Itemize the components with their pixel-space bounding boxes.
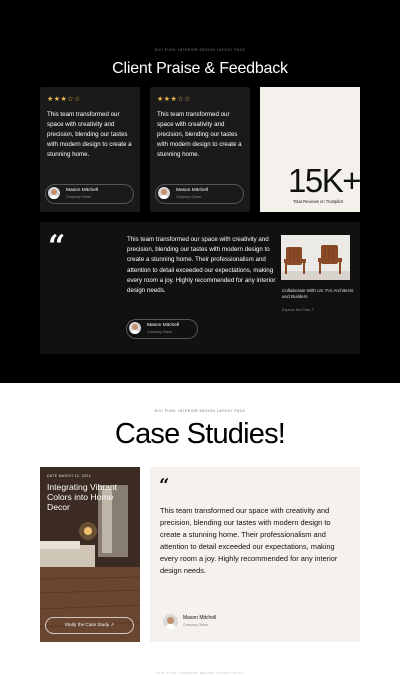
testimonials-eyebrow: DIVI PIXEL INTERIOR DESIGN LAYOUT PACK (154, 48, 246, 52)
author-pill (155, 184, 244, 204)
author-pill (45, 184, 134, 204)
quote-icon: “ (159, 475, 170, 496)
author-role: Company Owner (66, 195, 92, 199)
avatar (163, 614, 178, 629)
stat-card (260, 87, 360, 212)
featured-testimonial (40, 222, 360, 354)
avatar (158, 187, 170, 199)
testimonial-text: This team transformed our space with creativity and precision, blending our tastes with modern design to create a stunning home. (47, 111, 132, 158)
avatar (48, 187, 60, 199)
footer-eyebrow: DIVI PIXEL INTERIOR DESIGN LAYOUT PACK (156, 671, 244, 675)
stat-value: 15K+ (288, 162, 360, 199)
stat-label: Total Reviews on Trustpilot (293, 199, 343, 204)
case-studies-eyebrow: DIVI PIXEL INTERIOR DESIGN LAYOUT PACK (154, 409, 246, 413)
author-pill (126, 319, 198, 339)
author-role: Company Owner (176, 195, 202, 199)
avatar (129, 322, 141, 334)
author-role: Company Owner (183, 623, 209, 627)
author-name: Mason Mitchell (183, 615, 217, 621)
testimonial-text: This team transformed our space with creativity and precision, blending our tastes with modern design to create a stunning home. (157, 111, 242, 158)
author-name: Mason Mitchell (176, 188, 208, 193)
author-role: Company Owner (147, 330, 173, 334)
collab-text: Collaborate With Us: For Architects and Builders (282, 288, 354, 300)
section-title: Client Praise & Feedback (112, 60, 288, 77)
case-date: DATE MARCH 12, 2024 (47, 474, 91, 478)
author-name: Mason Mitchell (147, 323, 179, 328)
testimonial-card (150, 87, 250, 212)
case-study-image-card[interactable] (40, 467, 140, 642)
case-title: Integrating Vibrant Colors into Home Decor (47, 482, 118, 512)
study-case-button[interactable]: Study the Case Study ↗ (45, 617, 134, 634)
author-name: Mason Mitchell (66, 188, 98, 193)
explore-link[interactable]: Explore the Past ↗ (282, 308, 315, 312)
testimonial-card (40, 87, 140, 212)
chairs-image (281, 235, 350, 280)
case-quote-text: This team transformed our space with creativity and precision, blending our tastes with modern design to create a stunning home. Their professionalism and attention to detail exceeded our expectations, making every room a joy. Highly recommended for any interior design needs. (160, 506, 338, 575)
case-studies-title: Case Studies! (114, 418, 286, 450)
star-rating: ★★★☆☆ (157, 96, 191, 103)
featured-text: This team transformed our space with creativity and precision, blending our tastes with modern design to create a stunning home. Their professionalism and attention to detail exceeded our expectations, making every room a joy. Highly recommended for any interior design needs. (127, 236, 276, 295)
case-quote-card (150, 467, 360, 642)
star-rating: ★★★☆☆ (47, 96, 81, 103)
quote-icon: “ (48, 229, 66, 264)
